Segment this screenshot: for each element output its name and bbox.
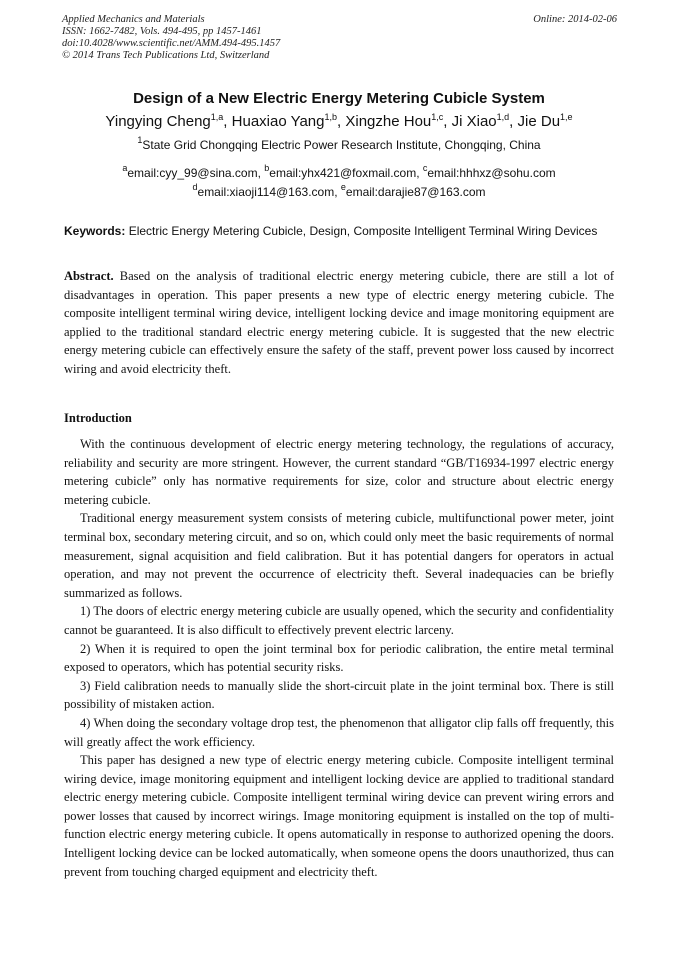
email-address: email:hhhxz@sohu.com <box>427 166 556 180</box>
email-mark: d <box>192 182 198 192</box>
paragraph: 1) The doors of electric energy metering cubicle are usually opened, which the security and confidentiality cannot be guaranteed. It is also difficult to effectively prevent electric larceny. <box>64 604 614 637</box>
email-mark: e <box>340 182 346 192</box>
author-name: Huaxiao Yang <box>231 113 325 130</box>
keywords <box>64 221 614 241</box>
email-mark: c <box>422 163 428 173</box>
paragraph: 3) Field calibration needs to manually slide the short-circuit plate in the joint terminal box. There is still possibility of mistaken action. <box>64 678 614 712</box>
issn-line: ISSN: 1662-7482, Vols. 494-495, pp 1457-1461 <box>62 26 262 37</box>
email-address: email:darajie87@163.com <box>345 185 486 199</box>
author-name: Jie Du <box>517 113 561 130</box>
email-separator: , <box>257 166 265 180</box>
email-address: email:xiaoji114@163.com <box>197 185 335 199</box>
email-separator: , <box>416 166 423 180</box>
affiliation-mark: 1 <box>137 135 143 145</box>
paragraph: 2) When it is required to open the joint terminal box for periodic calibration, the entire metal terminal exposed to operators, which has potential security risks. <box>64 641 614 675</box>
paragraph: With the continuous development of electric energy metering technology, the regulations of accuracy, reliability and security are more stringent. However, the current standard “GB/T16934-1997 electric energy metering cubicle” only has normative requirements for size, color and structure about electric energy metering cubicle. <box>64 437 614 507</box>
email-mark: b <box>264 163 270 173</box>
author-name: Ji Xiao <box>451 113 497 130</box>
author-name: Yingying Cheng <box>105 113 211 130</box>
author-affil-mark: 1,b <box>324 112 338 122</box>
email-mark: a <box>122 163 128 173</box>
online-date: Online: 2014-02-06 <box>533 14 617 25</box>
email-address: email:cyy_99@sina.com <box>127 166 258 180</box>
section-heading-introduction: Introduction <box>64 411 132 425</box>
author-separator: , <box>509 113 518 130</box>
paragraph: Traditional energy measurement system consists of metering cubicle, multifunctional power meter, joint terminal box, secondary metering circuit, and so on, which could only meet the basic requirements of normal measurement, signal acquisition and field calibration. But it has potential dangers for operators in actual operation, and may not prevent the occurrence of electricity theft. Several inadequacies can be briefly summarized as follows. <box>64 511 614 600</box>
paragraph: 4) When doing the secondary voltage drop test, the phenomenon that alligator clip falls off frequently, this will greatly affect the work efficiency. <box>64 715 614 749</box>
copyright-line: © 2014 Trans Tech Publications Ltd, Switzerland <box>62 50 270 61</box>
abstract <box>64 267 614 379</box>
introduction-body <box>64 435 614 881</box>
affiliation <box>0 135 678 152</box>
email-line-2 <box>0 183 678 202</box>
author-affil-mark: 1,c <box>431 112 444 122</box>
paragraph: This paper has designed a new type of electric energy metering cubicle. Composite intelligent terminal wiring device, image monitoring equipment and intelligent locking device are applied to traditional standard electric energy metering cubicle. Composite intelligent terminal wiring device can prevent wiring errors and power losses that caused by incorrect wirings. Image monitoring equipment is installed on the top of multi-function electric energy metering cubicle. It opens automatically in response to authorized opening the doors. Intelligent locking device can be locked automatically, when someone opens the doors unauthorized, thus can prevent from touching charged equipment and electricity theft. <box>64 753 614 879</box>
author-separator: , <box>443 113 452 130</box>
doi-line: doi:10.4028/www.scientific.net/AMM.494-495.1457 <box>62 38 281 49</box>
author-name: Xingzhe Hou <box>345 113 432 130</box>
journal-header <box>62 14 617 62</box>
email-separator: , <box>334 185 341 199</box>
email-address: email:yhx421@foxmail.com <box>269 166 417 180</box>
paper-title: Design of a New Electric Energy Metering Cubicle System <box>133 90 545 107</box>
email-block <box>0 164 678 202</box>
author-separator: , <box>337 113 346 130</box>
author-affil-mark: 1,a <box>210 112 224 122</box>
journal-name: Applied Mechanics and Materials <box>62 14 205 25</box>
abstract-label: Abstract. <box>64 269 114 283</box>
keywords-text: Electric Energy Metering Cubicle, Design, Composite Intelligent Terminal Wiring Devices <box>128 224 598 238</box>
author-separator: , <box>223 113 232 130</box>
author-affil-mark: 1,d <box>496 112 510 122</box>
affiliation-text: State Grid Chongqing Electric Power Research Institute, Chongqing, China <box>142 138 541 152</box>
abstract-text: Based on the analysis of traditional electric energy metering cubicle, there are still a lot of disadvantages in operation. This paper presents a new type of electric energy metering cubicle. The composite intelligent terminal wiring device, intelligent locking device and image monitoring equipment are applied to the traditional standard electric energy metering cubicle. It is suggested that the new electric energy metering cubicle can effectively ensure the safety of the staff, prevent power loss caused by incorrect wiring and avoid electricity theft. <box>64 269 615 376</box>
email-line-1 <box>0 164 678 183</box>
author-affil-mark: 1,e <box>560 112 573 122</box>
author-list <box>0 113 678 130</box>
keywords-label: Keywords: <box>64 224 126 238</box>
